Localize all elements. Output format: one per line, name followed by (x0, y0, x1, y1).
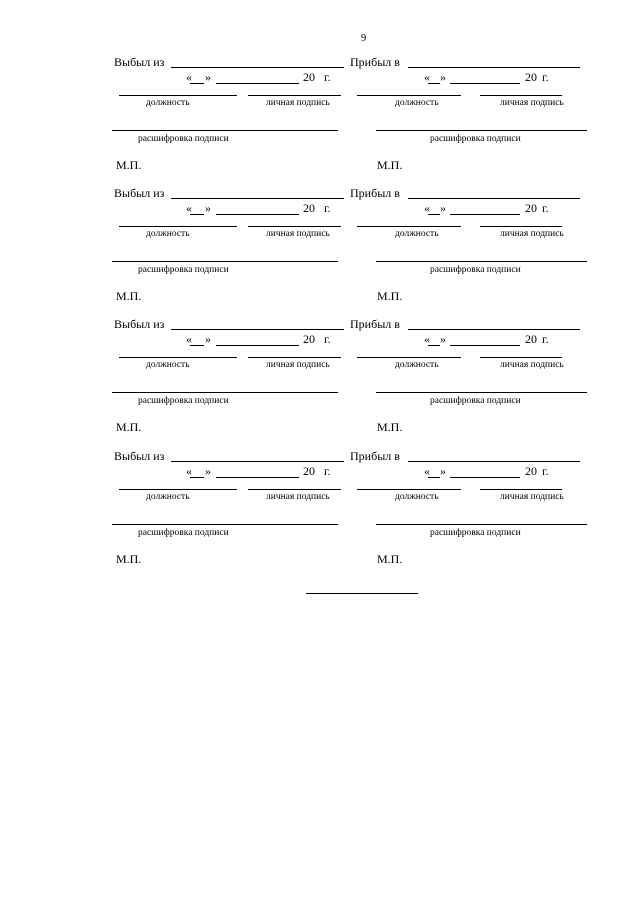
arrived-signature-caption: личная подпись (500, 360, 564, 370)
departed-place-field[interactable] (171, 329, 344, 330)
departed-signature-field[interactable] (248, 357, 341, 358)
arrived-stamp-label: М.П. (377, 420, 403, 434)
arrived-place-field[interactable] (408, 67, 580, 68)
arrived-quote-close: » (440, 332, 446, 346)
departed-year-label: 20 (303, 464, 315, 478)
arrived-year-label: 20 (525, 332, 537, 346)
travel-record-block (0, 449, 640, 579)
arrived-position-caption: должность (395, 360, 439, 370)
departed-month-field[interactable] (216, 345, 299, 346)
arrived-position-caption: должность (395, 98, 439, 108)
departed-quote-open: « (186, 464, 192, 478)
departed-year-suffix: г. (324, 70, 331, 84)
arrived-day-field[interactable] (428, 477, 440, 478)
arrived-day-field[interactable] (428, 83, 440, 84)
departed-year-label: 20 (303, 332, 315, 346)
arrived-decoding-field[interactable] (376, 261, 587, 262)
arrived-signature-field[interactable] (480, 489, 562, 490)
arrived-signature-field[interactable] (480, 226, 562, 227)
departed-month-field[interactable] (216, 214, 299, 215)
departed-month-field[interactable] (216, 83, 299, 84)
arrived-position-field[interactable] (357, 226, 461, 227)
arrived-month-field[interactable] (450, 83, 520, 84)
arrived-year-label: 20 (525, 201, 537, 215)
departed-day-field[interactable] (190, 345, 204, 346)
page-number: 9 (361, 33, 367, 44)
departed-quote-close: » (205, 201, 211, 215)
departed-quote-close: » (205, 70, 211, 84)
travel-record-block (0, 317, 640, 447)
travel-record-block (0, 186, 640, 316)
departed-quote-open: « (186, 332, 192, 346)
arrived-day-field[interactable] (428, 214, 440, 215)
departed-year-label: 20 (303, 70, 315, 84)
departed-position-caption: должность (146, 360, 190, 370)
departed-stamp-label: М.П. (116, 289, 142, 303)
arrived-year-label: 20 (525, 70, 537, 84)
arrived-quote-open: « (424, 201, 430, 215)
arrived-label: Прибыл в (350, 449, 400, 463)
arrived-place-field[interactable] (408, 461, 580, 462)
arrived-quote-close: » (440, 201, 446, 215)
departed-day-field[interactable] (190, 477, 204, 478)
departed-label: Выбыл из (114, 186, 165, 200)
arrived-year-suffix: г. (542, 70, 549, 84)
arrived-year-suffix: г. (542, 464, 549, 478)
arrived-signature-caption: личная подпись (500, 98, 564, 108)
travel-record-block (0, 55, 640, 185)
arrived-stamp-label: М.П. (377, 158, 403, 172)
departed-decoding-caption: расшифровка подписи (138, 134, 229, 144)
arrived-quote-open: « (424, 70, 430, 84)
departed-signature-caption: личная подпись (266, 229, 330, 239)
arrived-year-label: 20 (525, 464, 537, 478)
departed-signature-caption: личная подпись (266, 360, 330, 370)
departed-quote-close: » (205, 332, 211, 346)
departed-position-field[interactable] (119, 226, 237, 227)
departed-decoding-caption: расшифровка подписи (138, 396, 229, 406)
arrived-decoding-caption: расшифровка подписи (430, 265, 521, 275)
arrived-signature-field[interactable] (480, 357, 562, 358)
departed-day-field[interactable] (190, 214, 204, 215)
arrived-year-suffix: г. (542, 332, 549, 346)
departed-signature-caption: личная подпись (266, 492, 330, 502)
arrived-quote-open: « (424, 464, 430, 478)
arrived-month-field[interactable] (450, 214, 520, 215)
arrived-label: Прибыл в (350, 55, 400, 69)
departed-year-label: 20 (303, 201, 315, 215)
departed-quote-open: « (186, 70, 192, 84)
departed-label: Выбыл из (114, 55, 165, 69)
departed-signature-field[interactable] (248, 226, 341, 227)
arrived-position-field[interactable] (357, 489, 461, 490)
departed-position-field[interactable] (119, 357, 237, 358)
departed-year-suffix: г. (324, 201, 331, 215)
arrived-position-field[interactable] (357, 95, 461, 96)
arrived-year-suffix: г. (542, 201, 549, 215)
departed-decoding-field[interactable] (112, 524, 338, 525)
arrived-stamp-label: М.П. (377, 289, 403, 303)
arrived-decoding-field[interactable] (376, 130, 587, 131)
arrived-signature-field[interactable] (480, 95, 562, 96)
departed-position-field[interactable] (119, 95, 237, 96)
arrived-month-field[interactable] (450, 345, 520, 346)
departed-decoding-field[interactable] (112, 130, 338, 131)
departed-quote-close: » (205, 464, 211, 478)
departed-stamp-label: М.П. (116, 420, 142, 434)
departed-decoding-caption: расшифровка подписи (138, 265, 229, 275)
departed-quote-open: « (186, 201, 192, 215)
arrived-position-field[interactable] (357, 357, 461, 358)
departed-signature-field[interactable] (248, 95, 341, 96)
departed-decoding-field[interactable] (112, 261, 338, 262)
departed-year-suffix: г. (324, 332, 331, 346)
arrived-signature-caption: личная подпись (500, 229, 564, 239)
departed-position-caption: должность (146, 229, 190, 239)
arrived-signature-caption: личная подпись (500, 492, 564, 502)
departed-stamp-label: М.П. (116, 552, 142, 566)
arrived-quote-close: » (440, 464, 446, 478)
arrived-decoding-field[interactable] (376, 392, 587, 393)
departed-signature-caption: личная подпись (266, 98, 330, 108)
departed-decoding-field[interactable] (112, 392, 338, 393)
arrived-place-field[interactable] (408, 329, 580, 330)
arrived-label: Прибыл в (350, 317, 400, 331)
arrived-quote-open: « (424, 332, 430, 346)
arrived-quote-close: » (440, 70, 446, 84)
departed-year-suffix: г. (324, 464, 331, 478)
arrived-decoding-caption: расшифровка подписи (430, 528, 521, 538)
arrived-decoding-field[interactable] (376, 524, 587, 525)
arrived-month-field[interactable] (450, 477, 520, 478)
departed-label: Выбыл из (114, 317, 165, 331)
arrived-stamp-label: М.П. (377, 552, 403, 566)
departed-position-caption: должность (146, 492, 190, 502)
departed-place-field[interactable] (171, 198, 344, 199)
arrived-decoding-caption: расшифровка подписи (430, 134, 521, 144)
arrived-position-caption: должность (395, 492, 439, 502)
departed-stamp-label: М.П. (116, 158, 142, 172)
arrived-label: Прибыл в (350, 186, 400, 200)
departed-label: Выбыл из (114, 449, 165, 463)
arrived-day-field[interactable] (428, 345, 440, 346)
departed-position-caption: должность (146, 98, 190, 108)
departed-position-field[interactable] (119, 489, 237, 490)
arrived-position-caption: должность (395, 229, 439, 239)
arrived-decoding-caption: расшифровка подписи (430, 396, 521, 406)
end-rule (306, 593, 418, 594)
departed-month-field[interactable] (216, 477, 299, 478)
departed-decoding-caption: расшифровка подписи (138, 528, 229, 538)
departed-place-field[interactable] (171, 67, 344, 68)
arrived-place-field[interactable] (408, 198, 580, 199)
departed-signature-field[interactable] (248, 489, 341, 490)
departed-place-field[interactable] (171, 461, 344, 462)
departed-day-field[interactable] (190, 83, 204, 84)
